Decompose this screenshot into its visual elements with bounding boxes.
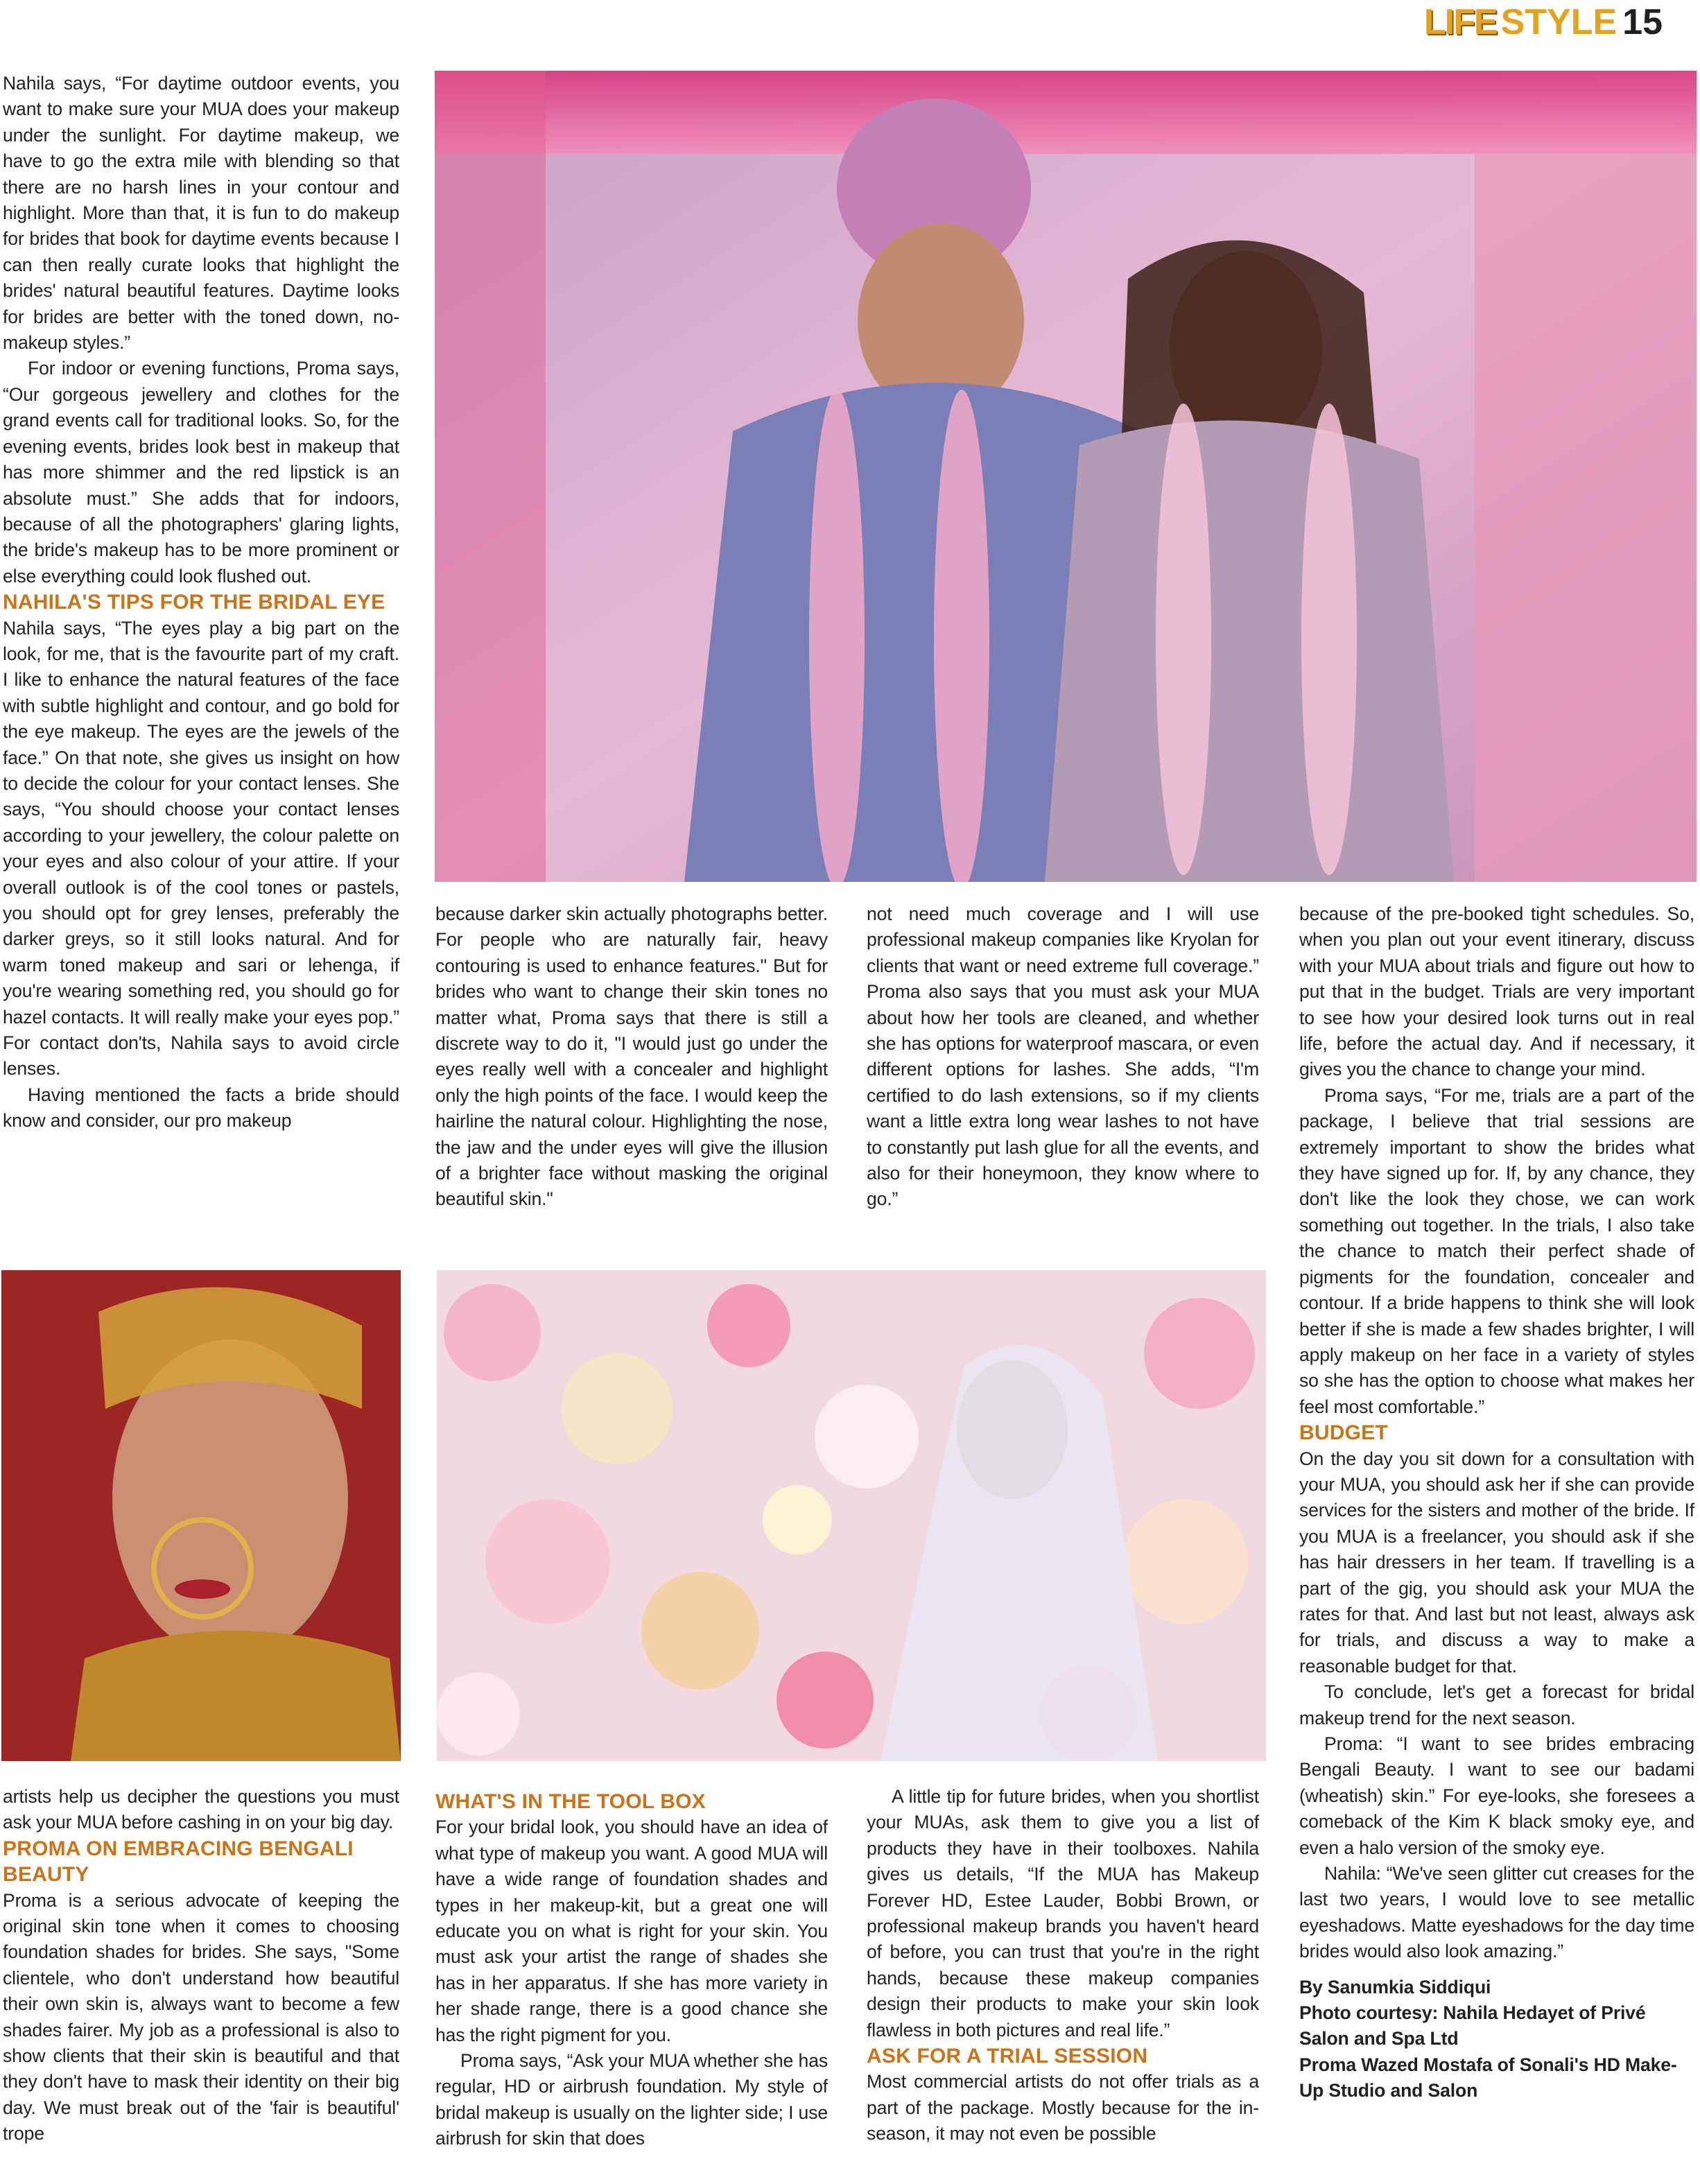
paragraph-budget: On the day you sit down for a consultation with your MUA, you should ask her if she can provide services for the sisters and mother of the bride. If you MUA is a freelancer, you should ask if she has hair dressers in her team. If travelling is a part of the gig, you should ask your MUA the rates for that. And last but not least, always ask for trials, and discuss a way to make a reasonable budget for that. bbox=[1299, 1448, 1694, 1676]
column-2-bottom bbox=[435, 1789, 828, 2152]
paragraph-pro-makeup: Having mentioned the facts a bride should know and consider, our pro makeup bbox=[3, 1084, 399, 1132]
paragraph-proma-forecast: Proma: “I want to see brides embracing Bengali Beauty. I want to see our badami (wheatish) skin.” For eye-looks, she foresees a comeback of the Kim K black smoky eye, and even a halo version of the smoky eye. bbox=[1299, 1733, 1694, 1858]
heading-budget: BUDGET bbox=[1299, 1421, 1388, 1445]
photo-couple bbox=[435, 71, 1697, 882]
photo-bride-flower-wall bbox=[437, 1270, 1266, 1761]
paragraph-bridal-eye: Nahila says, “The eyes play a big part on the look, for me, that is the favourite part of my craft. I like to enhance the natural features of the face with subtle highlight and contour, and go bold for the eye makeup. The eyes are the jewels of the face.” On that note, she gives us insight on how to decide the colour for your contact lenses. She says, “You should choose your contact lenses according to your jewellery, the colour palette on your eyes and also colour of your attire. If your overall outlook is of the cool tones or pastels, you should opt for grey lenses, preferably the darker greys, so it still looks natural. And for warm toned makeup and sari or lehenga, if you're wearing something red, you should go for hazel contacts. It will really make your eyes pop.” For contact don'ts, Nahila says to avoid circle lenses. bbox=[3, 617, 399, 1080]
paragraph-coverage: not need much coverage and I will use professional makeup companies like Kryolan for clients that want or need extreme full coverage.” Proma also says that you must ask your MUA about how her tools are cleaned, and whether she has options for waterproof mascara, or even different options for lashes. She adds, “I'm certified to do lash extensions, so if my clients want a little extra long wear lashes to not have to constantly put lash glue for all the events, and also for their honeymoon, they know where to go.” bbox=[867, 903, 1259, 1210]
column-4 bbox=[1299, 901, 1694, 2104]
column-3-bottom bbox=[867, 1784, 1259, 2147]
paragraph-bengali-beauty: Proma is a serious advocate of keeping the original skin tone when it comes to choosing foundation shades for brides. She says, "Some clientele, who don't understand how beautiful their own skin is, always want to become a few shades fairer. My job as a professional is also to show clients that their skin is beautiful and that they don't have to mask their identity on their big day. We must break out of the 'fair is beautiful' trope bbox=[3, 1889, 399, 2144]
photo-credit-2: Proma Wazed Mostafa of Sonali's HD Make-Up Studio and Salon bbox=[1299, 2054, 1677, 2101]
heading-bengali-beauty: PROMA ON EMBRACING BENGALI BEAUTY bbox=[3, 1837, 354, 1887]
column-1-top bbox=[3, 71, 399, 1134]
column-1-bottom bbox=[3, 1784, 399, 2147]
column-2-middle bbox=[435, 901, 828, 1213]
heading-trial-session: ASK FOR A TRIAL SESSION bbox=[867, 2045, 1148, 2068]
paragraph-foundation: Proma says, “Ask your MUA whether she has regular, HD or airbrush foundation. My style of bridal makeup is usually on the lighter side; I use airbrush for skin that does bbox=[435, 2050, 828, 2149]
paragraph-darker-skin: because darker skin actually photographs better. For people who are naturally fair, heavy contouring is used to enhance features." But for brides who want to change their skin tones no matter what, Proma says that there is still a discrete way to do it, "I would just go under the eyes really well with a concealer and highlight only the high points of the face. I would keep the hairline the natural colour. Highlighting the nose, the jaw and the under eyes will give the illusion of a brighter face without masking the original beautiful skin." bbox=[435, 903, 828, 1210]
column-3-middle bbox=[867, 901, 1259, 1213]
paragraph-toolbox-tip: A little tip for future brides, when you shortlist your MUAs, ask them to give you a list of products they have in their toolboxes. Nahila gives us details, “If the MUA has Makeup Forever HD, Estee Lauder, Bobbi Brown, or professional makeup brands you haven't heard of before, you can trust that you're in the right hands, because these makeup companies design their products to make your skin look flawless in both pictures and real life.” bbox=[867, 1786, 1259, 2040]
paragraph-trials-schedule: because of the pre-booked tight schedules. So, when you plan out your event itinerary, discuss with your MUA about trials and figure out how to put that in the budget. Trials are very important to see how your desired look turns out in real life, before the actual day. And if necessary, it gives you the chance to change your mind. bbox=[1299, 903, 1694, 1080]
paragraph-daytime-events: Nahila says, “For daytime outdoor events, you want to make sure your MUA does your makeup under the sunlight. For daytime makeup, we have to go the extra mile with blending so that there are no harsh lines in your contour and highlight. More than that, it is fun to do makeup for brides that book for daytime events because I can then really curate looks that highlight the brides' natural beautiful features. Daytime looks for brides are better with the toned down, no-makeup styles.” bbox=[3, 73, 399, 354]
heading-bridal-eye: NAHILA'S TIPS FOR THE BRIDAL EYE bbox=[3, 591, 385, 614]
paragraph-trial-session: Most commercial artists do not offer trials as a part of the package. Mostly because for the in-season, it may not even be possible bbox=[867, 2071, 1259, 2144]
page-number: 15 bbox=[1622, 2, 1663, 42]
paragraph-decipher: artists help us decipher the questions you must ask your MUA before cashing in on your big day. bbox=[3, 1786, 399, 1833]
section-label-style: STYLE bbox=[1500, 2, 1617, 42]
section-masthead bbox=[1424, 1, 1663, 43]
photo-credit-1: Photo courtesy: Nahila Hedayet of Privé Salon and Spa Ltd bbox=[1299, 2002, 1646, 2049]
paragraph-nahila-forecast: Nahila: “We've seen glitter cut creases for the last two years, I would love to see metallic eyeshadows. Matte eyeshadows for the day time brides would also look amazing.” bbox=[1299, 1863, 1694, 1962]
paragraph-trials-package: Proma says, “For me, trials are a part of the package, I believe that trial sessions are extremely important to show the brides what they have signed up for. If, by any chance, they don't like the look they chose, we can work something out together. In the trials, I also take the chance to match their perfect shade of pigments for the foundation, concealer and contour. If a bride happens to think she will look better if she is made a few shades brighter, I will apply makeup on her face in a variety of styles so she has the option to choose what makes her feel most comfortable.” bbox=[1299, 1084, 1694, 1417]
heading-tool-box: WHAT'S IN THE TOOL BOX bbox=[435, 1790, 706, 1813]
byline: By Sanumkia Siddiqui bbox=[1299, 1976, 1491, 1997]
paragraph-evening-events: For indoor or evening functions, Proma says, “Our gorgeous jewellery and clothes for the grand events call for traditional looks. So, for the evening events, brides look best in makeup that has more shimmer and the red lipstick is an absolute must.” She adds that for indoors, because of all the photographers' glaring lights, the bride's makeup has to be more prominent or else everything could look flushed out. bbox=[3, 358, 399, 587]
photo-bride-nose-ring bbox=[1, 1270, 401, 1761]
section-label-life: LIFE bbox=[1423, 2, 1497, 42]
paragraph-tool-box: For your bridal look, you should have an idea of what type of makeup you want. A good MUA will have a wide range of foundation shades and types in her makeup-kit, but a great one will educate you on what is right for your skin. You must ask your artist the range of shades she has in her apparatus. If she has more variety in her shade range, there is a good chance she has the right pigment for you. bbox=[435, 1817, 828, 2045]
paragraph-forecast: To conclude, let's get a forecast for bridal makeup trend for the next season. bbox=[1299, 1681, 1694, 1728]
